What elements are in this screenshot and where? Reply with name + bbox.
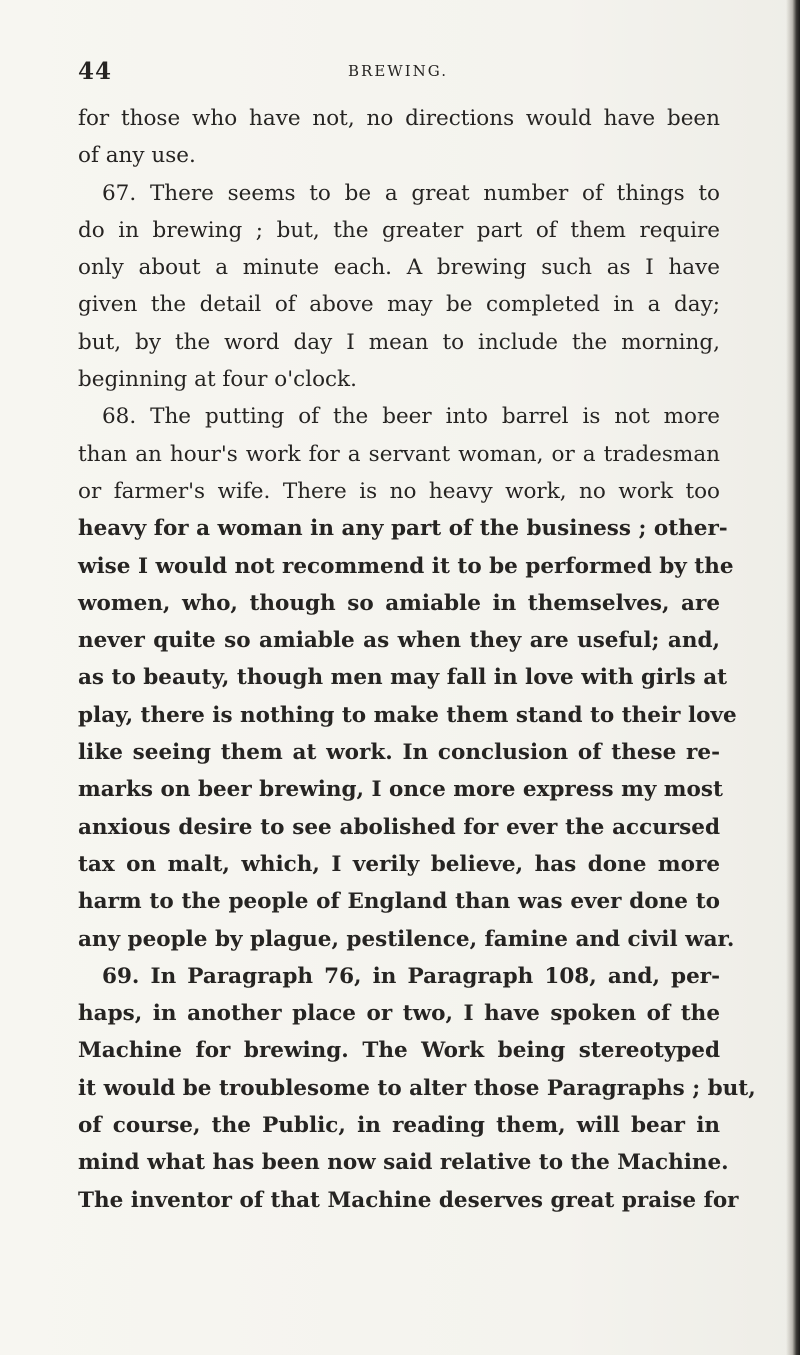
page-edge-shadow	[786, 0, 800, 1355]
text-line: tax on malt, which, I verily believe, has done more	[78, 851, 720, 877]
running-head: BREWING.	[348, 62, 448, 80]
page-header	[78, 58, 718, 88]
text-line: Machine for brewing. The Work being stereotyped	[78, 1038, 720, 1064]
text-line: for those who have not, no directions would have been	[78, 106, 720, 131]
text-line: harm to the people of England than was ever done to	[78, 889, 720, 915]
text-line: The inventor of that Machine deserves great praise for	[78, 1187, 739, 1213]
text-line: only about a minute each. A brewing such as I have	[78, 255, 720, 281]
text-line: wise I would not recommend it to be performed by the	[78, 553, 734, 579]
text-line: given the detail of above may be completed in a day;	[78, 292, 720, 318]
text-line: do in brewing ; but, the greater part of them require	[78, 217, 720, 243]
page-number: 44	[78, 58, 113, 85]
text-line: of any use.	[78, 143, 196, 169]
body-text	[78, 100, 756, 1219]
text-line: of course, the Public, in reading them, will bear in	[78, 1113, 720, 1139]
text-line: as to beauty, though men may fall in love with girls at	[78, 665, 728, 691]
text-line: or farmer's wife. There is no heavy work, no work too	[78, 478, 720, 504]
text-line: marks on beer brewing, I once more express my most	[78, 777, 723, 803]
paragraph-69-start: 69. In Paragraph 76, in Paragraph 108, and, per-	[102, 963, 720, 989]
text-line: like seeing them at work. In conclusion of these re-	[78, 740, 720, 766]
text-line: than an hour's work for a servant woman, or a tradesman	[78, 441, 720, 467]
text-line: heavy for a woman in any part of the business ; other-	[78, 516, 728, 542]
text-line: anxious desire to see abolished for ever the accursed	[78, 814, 720, 840]
text-line: any people by plague, pestilence, famine and civil war.	[78, 926, 735, 952]
text-line: it would be troublesome to alter those Paragraphs ; but,	[78, 1075, 756, 1101]
text-line: haps, in another place or two, I have spoken of the	[78, 1001, 720, 1027]
text-line: beginning at four o'clock.	[78, 367, 357, 393]
text-line: play, there is nothing to make them stand to their love	[78, 702, 737, 728]
text-line: women, who, though so amiable in themselves, are	[78, 590, 720, 616]
text-line: but, by the word day I mean to include the morning,	[78, 329, 720, 355]
paragraph-68-start: 68. The putting of the beer into barrel is not more	[102, 404, 720, 430]
text-line: mind what has been now said relative to the Machine.	[78, 1150, 729, 1176]
text-line: never quite so amiable as when they are useful; and,	[78, 628, 720, 654]
paragraph-67-start: 67. There seems to be a great number of things to	[102, 180, 720, 206]
